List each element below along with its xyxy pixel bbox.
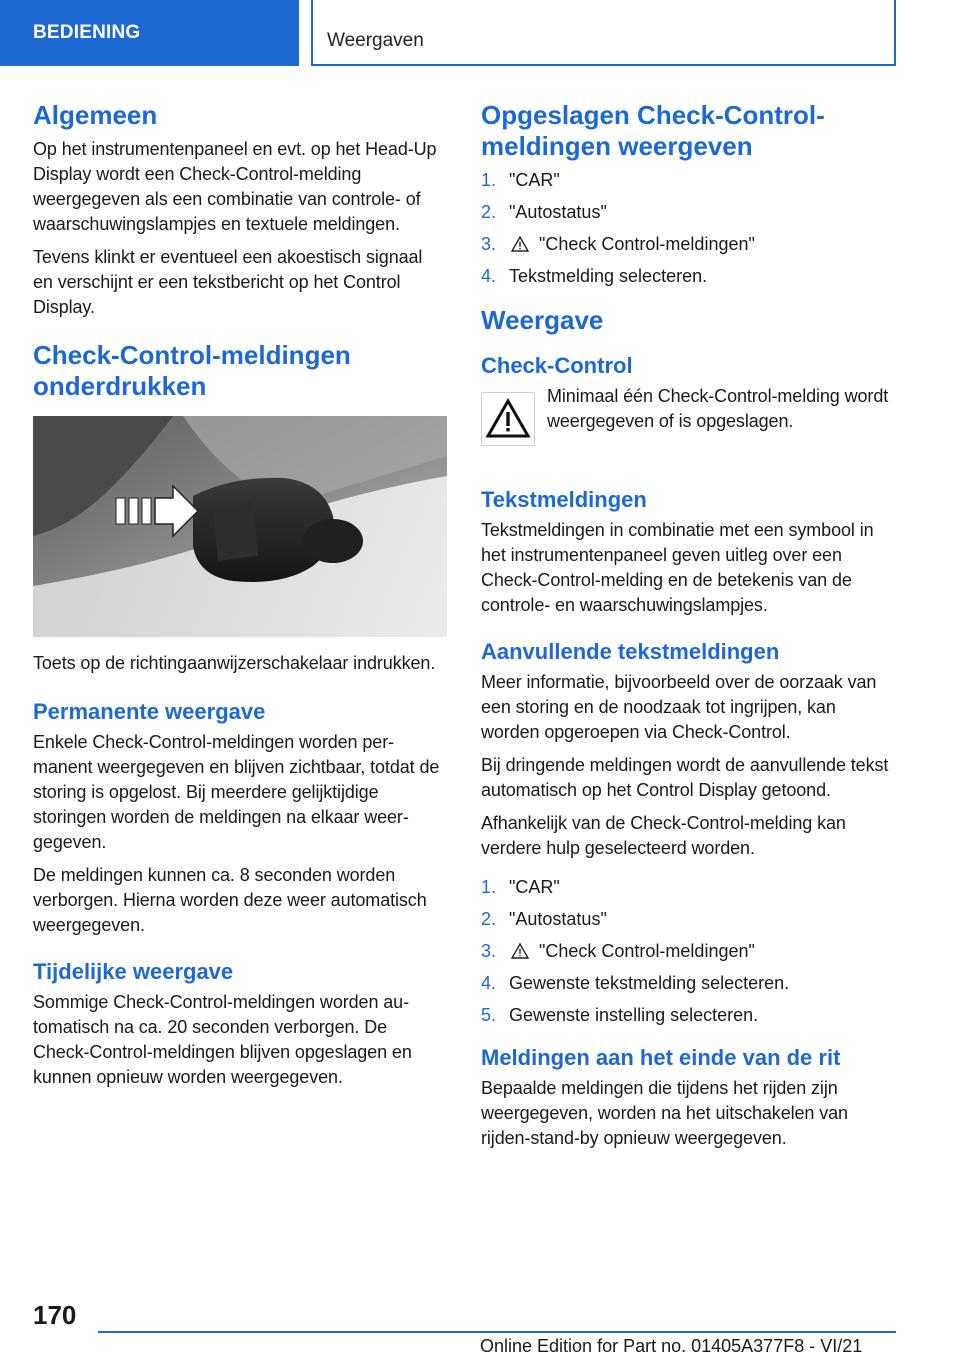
heading-permanent: Permanente weergave: [33, 699, 266, 724]
heading-algemeen: Algemeen: [33, 100, 158, 130]
heading-check-control: Check-Control: [481, 353, 633, 378]
heading-weergave: Weergave: [481, 305, 604, 335]
edition-note: Online Edition for Part no. 01405A377F8 - VI/21: [480, 1336, 863, 1356]
paragraph: Tekstmeldingen in combinatie met een symbool in het instrumentenpaneel geven uitleg over een Check-Control-melding en de betekenis van de controle- en waarschuwingslampjes.: [481, 520, 874, 615]
warning-triangle-icon: [481, 392, 535, 446]
paragraph: Tevens klinkt er eventueel een akoestisch signaal en verschijnt er een tekstbericht op het Control Display.: [33, 247, 423, 317]
left-column: [33, 100, 447, 1098]
page-header: [0, 0, 960, 66]
paragraph: Enkele Check-Control-meldingen worden permanent weergegeven en blijven zichtbaar, totdat de storing is opgelost. Bij meerdere gelijktijdige storingen worden de meldingen na elkaar weergegeven.: [33, 732, 440, 852]
check-control-block: [481, 384, 895, 462]
paragraph: Afhankelijk van de Check-Control-melding kan verdere hulp geselecteerd worden.: [481, 813, 846, 858]
list-item: 1. "CAR": [481, 170, 560, 190]
steps-list: [481, 168, 895, 289]
chapter-title: Weergaven: [311, 0, 896, 66]
paragraph: Meer informatie, bijvoorbeeld over de oorzaak van een storing en de noodzaak tot ingrijpen, kan worden opgeroepen via Check-Control.: [481, 672, 877, 742]
paragraph: Bepaalde meldingen die tijdens het rijden zijn weergegeven, worden na het uitschakelen van rijden-stand-by opnieuw weergegeven.: [481, 1078, 848, 1148]
list-item: 1. "CAR": [481, 877, 560, 897]
image-caption: Toets op de richtingaanwijzerschakelaar indrukken.: [33, 653, 436, 673]
warning-triangle-icon: [511, 943, 529, 959]
section-tab: BEDIENING: [0, 0, 299, 66]
list-item: 4. Tekstmelding selecteren.: [481, 266, 708, 286]
heading-aanvullend: Aanvullende tekstmeldingen: [481, 639, 780, 664]
list-item: 2. "Autostatus": [481, 909, 607, 929]
warning-triangle-icon: [511, 236, 529, 252]
list-item: 3. "Check Control-meldingen": [481, 234, 755, 254]
heading-tijdelijk: Tijdelijke weergave: [33, 959, 234, 984]
paragraph: Op het instrumentenpaneel en evt. op het Head-Up Display wordt een Check-Control-melding weergegeven als een combinatie van controle- of waarschuwingslampjes en textuele meldingen.: [33, 139, 437, 234]
steps-list: [481, 875, 895, 1028]
paragraph: Bij dringende meldingen wordt de aanvullende tekst automatisch op het Control Display getoond.: [481, 755, 889, 800]
turn-signal-switch-image: [33, 416, 447, 637]
paragraph: De meldingen kunnen ca. 8 seconden worden verborgen. Hierna worden deze weer automatisch weergegeven.: [33, 865, 427, 935]
turn-signal-illustration: [33, 416, 447, 637]
list-item: 5. Gewenste instelling selecteren.: [481, 1005, 759, 1025]
heading-onderdrukken: Check-Control-meldingen onderdrukken: [33, 340, 351, 401]
page-number: 170: [33, 1300, 77, 1330]
footer-divider: [98, 1331, 896, 1333]
list-item: 4. Gewenste tekstmelding selecteren.: [481, 973, 790, 993]
list-item: 2. "Autostatus": [481, 202, 607, 222]
right-column: [481, 100, 895, 1159]
heading-einde-rit: Meldingen aan het einde van de rit: [481, 1045, 841, 1070]
check-control-text: Minimaal één Check-Control-melding wordt weergegeven of is opgeslagen.: [547, 386, 889, 431]
heading-opgeslagen: Opgeslagen Check-Control-meldingen weergeven: [481, 100, 825, 161]
heading-tekstmeldingen: Tekstmeldingen: [481, 487, 647, 512]
list-item: 3. "Check Control-meldingen": [481, 941, 755, 961]
paragraph: Sommige Check-Control-meldingen worden automatisch na ca. 20 seconden verborgen. De Check-Control-meldingen blijven opgeslagen en kunnen opnieuw worden weergegeven.: [33, 992, 412, 1087]
